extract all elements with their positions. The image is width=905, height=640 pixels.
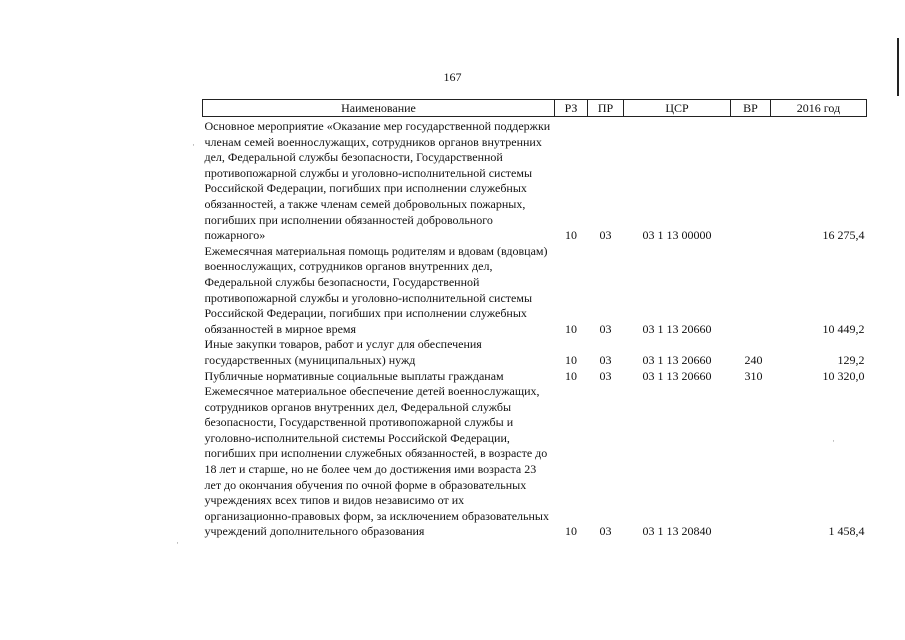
row-pr: 03: [599, 368, 612, 383]
header-csr: ЦСР: [624, 100, 731, 117]
row-vr: [731, 244, 771, 338]
budget-table: [202, 99, 867, 540]
scan-speck: ·: [176, 538, 179, 548]
table-row: [203, 117, 867, 244]
row-name: Иные закупки товаров, работ и услуг для обеспечения государственных (муниципальных) нужд: [204, 337, 482, 367]
row-csr: 03 1 13 20660: [642, 321, 712, 336]
scan-speck: ·: [832, 436, 835, 446]
row-csr: 03 1 13 20660: [642, 352, 712, 367]
row-rz: 10: [565, 352, 577, 367]
table-header-row: [203, 100, 867, 117]
scan-speck: ·: [192, 140, 195, 150]
header-rz: РЗ: [555, 100, 588, 117]
table-row: [203, 384, 867, 540]
table-row: [203, 337, 867, 368]
row-rz: 10: [565, 228, 577, 243]
row-pr: 03: [599, 352, 612, 367]
row-rz: 10: [565, 321, 577, 336]
table-row: [203, 244, 867, 338]
row-vr: [731, 117, 771, 244]
row-name: Основное мероприятие «Оказание мер государственной поддержки членам семей военнослужащих, сотрудников органов внутренних дел, Федеральной службы безопасности, Государственной противопожарной службы и уголовно-исполнительной системы Российской Федерации, погибших при исполнении служебных обязанностей, а также членам семей добровольных пожарных, погибших при исполнении обязанностей добровольного пожарного»: [204, 119, 551, 243]
scan-edge-mark: [897, 38, 899, 96]
header-vr: ВР: [731, 100, 771, 117]
row-vr: [731, 384, 771, 540]
row-pr: 03: [599, 228, 612, 243]
row-amount: 129,2: [837, 352, 865, 367]
row-amount: 1 458,4: [828, 524, 865, 539]
row-vr: 310: [744, 368, 763, 383]
table-row: [203, 369, 867, 385]
header-pr: ПР: [588, 100, 624, 117]
row-amount: 16 275,4: [822, 228, 865, 243]
header-year: 2016 год: [771, 100, 867, 117]
row-csr: 03 1 13 20840: [642, 524, 712, 539]
row-amount: 10 320,0: [822, 368, 865, 383]
row-rz: 10: [565, 368, 577, 383]
row-rz: 10: [565, 524, 577, 539]
page-number: 167: [443, 70, 462, 84]
row-name: Публичные нормативные социальные выплаты гражданам: [204, 368, 504, 383]
row-pr: 03: [599, 524, 612, 539]
row-csr: 03 1 13 00000: [642, 228, 712, 243]
row-csr: 03 1 13 20660: [642, 368, 712, 383]
header-name: Наименование: [203, 100, 555, 117]
row-vr: 240: [744, 352, 763, 367]
row-name: Ежемесячная материальная помощь родителям и вдовам (вдовцам) военнослужащих, сотрудников органов внутренних дел, Федеральной службы безопасности, Государственной противопожарной службы и уголовно-исполнительной системы Российской Федерации, погибших при исполнении служебных обязанностей в мирное время: [204, 243, 548, 336]
row-amount: 10 449,2: [822, 321, 865, 336]
row-pr: 03: [599, 321, 612, 336]
row-name: Ежемесячное материальное обеспечение детей военнослужащих, сотрудников органов внутренних дел, Федеральной службы безопасности, Государственной противопожарной службы и уголовно-исполнительной системы Российской Федерации, погибших при исполнении служебных обязанностей, в возрасте до 18 лет и старше, но не более чем до достижения ими возраста 23 лет до окончания обучения по очной форме в образовательных учреждениях всех типов и видов независимо от их организационно-правовых форм, за исключением образовательных учреждений дополнительного образования: [204, 384, 549, 539]
